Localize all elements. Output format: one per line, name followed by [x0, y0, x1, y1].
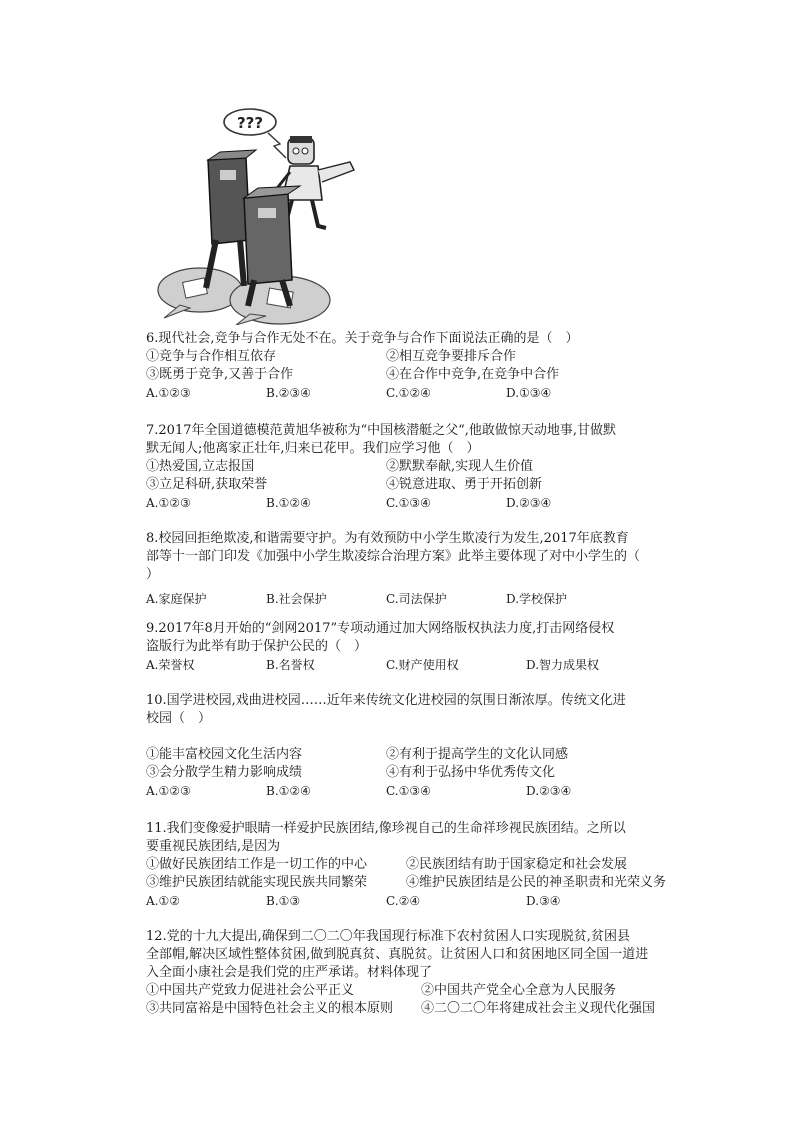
- question-8-stem-line-1: 8.校园回拒绝欺凌,和谐需要守护。为有效预防中小学生欺凌行为发生,2017年底教育: [146, 531, 629, 546]
- question-6-statement-1: ①竞争与合作相互依存: [146, 349, 277, 364]
- question-11-stem-line-1: 11.我们变像爱护眼睛一样爱护民族团结,像珍视自己的生命祥珍视民族团结。之所以: [146, 821, 626, 836]
- question-7: [146, 422, 676, 512]
- question-7-stem-line-1: 7.2017年全国道德模范黄旭华被称为“中国核潜艇之父“,他敢做惊天动地事,甘做默: [146, 423, 617, 438]
- question-10-statement-1: ①能丰富校园文化生活内容: [146, 747, 303, 762]
- question-9: [146, 620, 676, 674]
- question-7-choice-a[interactable]: A.①②③: [146, 496, 191, 510]
- question-8: [146, 530, 676, 608]
- question-12-stem-line-1: 12.党的十九大提出,确保到二〇二〇年我国现行标准下农村贫困人口实现脱贫,贫困县: [146, 929, 630, 944]
- question-6-statement-3: ③既勇于竞争,又善于合作: [146, 367, 294, 382]
- question-8-choice-c[interactable]: C.司法保护: [386, 592, 447, 606]
- question-8-stem-line-2: 部等十一部门印发《加强中小学生欺凌综合治理方案》此举主要体现了对中小学生的（: [146, 549, 641, 564]
- question-11-statement-3: ③维护民族团结就能实现民族共同繁荣: [146, 875, 368, 890]
- question-6-stem: 6.现代社会,竞争与合作无处不在。关于竞争与合作下面说法正确的是（ ）: [146, 331, 579, 346]
- question-10-statement-3: ③会分散学生精力影响成绩: [146, 765, 303, 780]
- question-10-statement-4: ④有利于弘扬中华优秀传文化: [386, 765, 556, 780]
- question-6-choice-b[interactable]: B.②③④: [266, 386, 311, 400]
- cartoon-illustration: [150, 100, 360, 325]
- question-11-statement-4: ④维护民族团结是公民的神圣职责和光荣义务: [406, 875, 667, 890]
- question-12-statement-4: ④二〇二〇年将建成社会主义现代化强国: [421, 1001, 656, 1016]
- question-9-choice-b[interactable]: B.名誉权: [266, 658, 315, 672]
- question-8-stem-line-3: ）: [146, 567, 160, 582]
- question-6-choice-c[interactable]: C.①②④: [386, 386, 431, 400]
- question-7-statement-1: ①热爱国,立志报国: [146, 459, 255, 474]
- question-7-choice-d[interactable]: D.②③④: [506, 496, 552, 510]
- question-8-choice-b[interactable]: B.社会保护: [266, 592, 327, 606]
- question-7-choice-c[interactable]: C.①③④: [386, 496, 431, 510]
- question-6-statement-4: ④在合作中竞争,在竞争中合作: [386, 367, 560, 382]
- question-12-statement-1: ①中国共产党致力促进社会公平正义: [146, 983, 355, 998]
- question-9-stem-line-1: 9.2017年8月开始的“剑网2017”专项动通过加大网络版权执法力度,打击网络侵权: [146, 621, 615, 636]
- question-9-choice-c[interactable]: C.财产使用权: [386, 658, 459, 672]
- question-11-choice-a[interactable]: A.①②: [146, 894, 180, 908]
- question-11-statement-1: ①做好民族团结工作是一切工作的中心: [146, 857, 368, 872]
- question-10: [146, 692, 676, 800]
- question-10-choice-b[interactable]: B.①②④: [266, 784, 311, 798]
- question-9-choice-d[interactable]: D.智力成果权: [526, 658, 600, 672]
- question-12-statement-2: ②中国共产党全心全意为人民服务: [421, 983, 617, 998]
- question-7-statement-3: ③立足科研,获取荣誉: [146, 477, 268, 492]
- question-9-choice-a[interactable]: A.荣誉权: [146, 658, 195, 672]
- question-11-choice-d[interactable]: D.③④: [526, 894, 561, 908]
- question-9-stem-line-2: 盗版行为此举有助于保护公民的（ ）: [146, 639, 368, 654]
- question-11-choice-c[interactable]: C.②④: [386, 894, 421, 908]
- question-7-stem-line-2: 默无闻人;他离家正壮年,归来已花甲。我们应学习他（ ）: [146, 441, 480, 456]
- question-11-statement-2: ②民族团结有助于国家稳定和社会发展: [406, 857, 628, 872]
- speech-bubble-text: ???: [236, 114, 264, 132]
- question-8-choice-a[interactable]: A.家庭保护: [146, 592, 207, 606]
- question-11: [146, 820, 676, 910]
- question-8-choice-d[interactable]: D.学校保护: [506, 592, 568, 606]
- question-6-statement-2: ②相互竞争要排斥合作: [386, 349, 517, 364]
- question-7-choice-b[interactable]: B.①②④: [266, 496, 311, 510]
- question-6-choice-d[interactable]: D.①③④: [506, 386, 552, 400]
- question-6-choice-a[interactable]: A.①②③: [146, 386, 191, 400]
- question-10-choice-a[interactable]: A.①②③: [146, 784, 191, 798]
- question-10-choice-d[interactable]: D.②③④: [526, 784, 572, 798]
- question-12: [146, 928, 676, 1018]
- question-12-statement-3: ③共同富裕是中国特色社会主义的根本原则: [146, 1001, 394, 1016]
- question-10-stem-line-2: 校园（ ）: [146, 711, 212, 726]
- question-10-statement-2: ②有利于提高学生的文化认同感: [386, 747, 569, 762]
- question-12-stem-line-2: 全部帽,解决区域性整体贫困,做到脱真贫、真脱贫。让贫困人口和贫困地区同全国一道进: [146, 947, 649, 962]
- question-10-choice-c[interactable]: C.①③④: [386, 784, 431, 798]
- question-10-stem-line-1: 10.国学进校园,戏曲进校园……近年来传统文化进校园的氛围日渐浓厚。传统文化进: [146, 693, 626, 708]
- question-7-statement-2: ②默默奉献,实现人生价值: [386, 459, 534, 474]
- question-11-stem-line-2: 要重视民族团结,是因为: [146, 839, 281, 854]
- question-6: [146, 330, 676, 402]
- question-7-statement-4: ④锐意进取、勇于开拓创新: [386, 477, 543, 492]
- question-11-choice-b[interactable]: B.①③: [266, 894, 301, 908]
- question-12-stem-line-3: 入全面小康社会是我们党的庄严承诺。材料体现了: [146, 965, 433, 980]
